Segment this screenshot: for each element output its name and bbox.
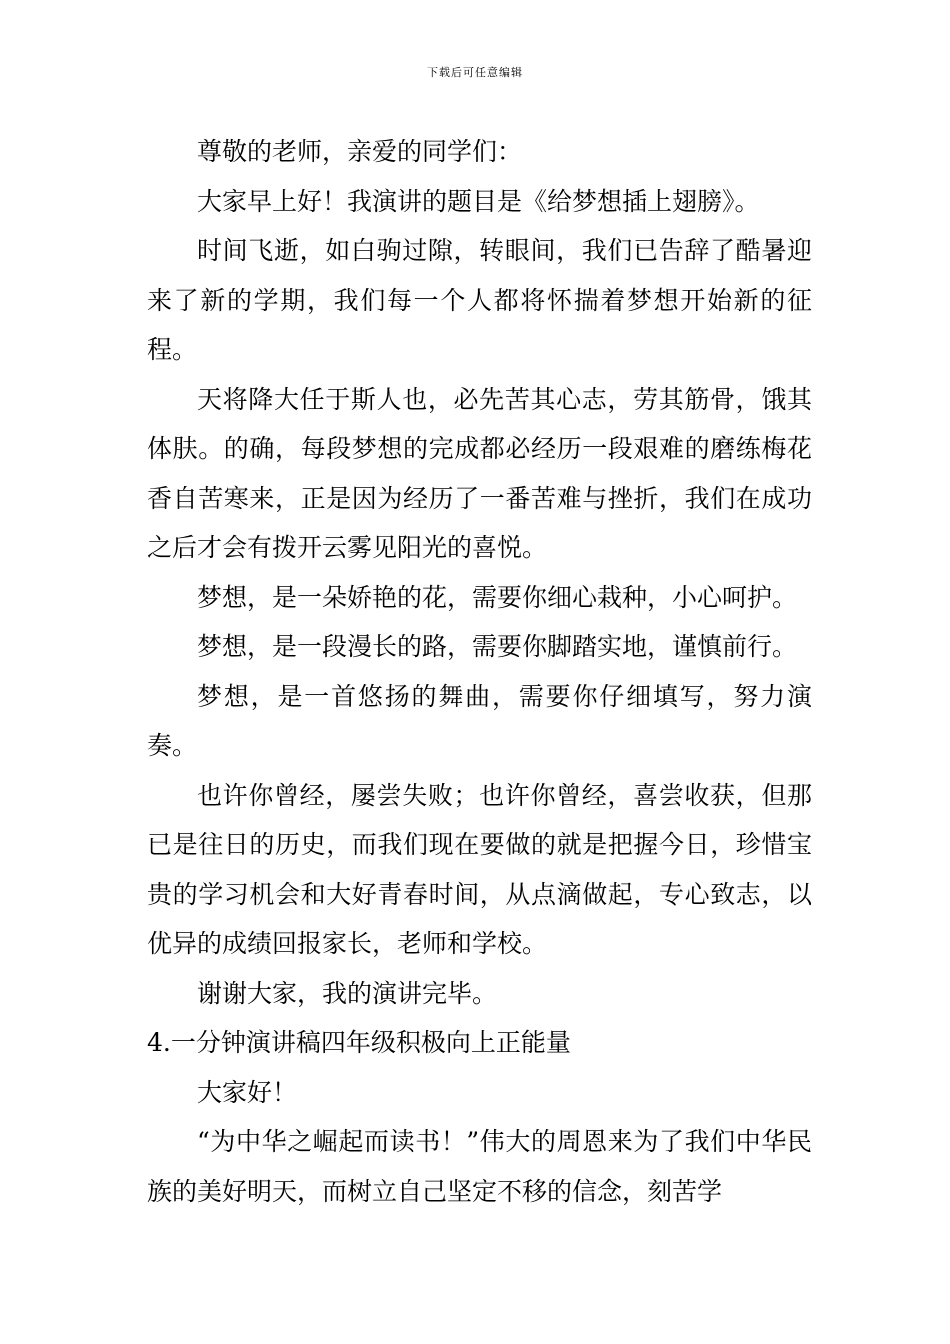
paragraph: 也许你曾经，屡尝失败；也许你曾经，喜尝收获，但那已是往日的历史，而我们现在要做的就是把握今日，珍惜宝贵的学习机会和大好青春时间，从点滴做起，专心致志，以优异的成绩回报家长，老师和学校。 — [147, 780, 812, 958]
section-paragraph: “为中华之崛起而读书！”伟大的周恩来为了我们中华民族的美好明天，而树立自己坚定不移的信念，刻苦学 — [147, 1127, 812, 1206]
paragraph: 天将降大任于斯人也，必先苦其心志，劳其筋骨，饿其体肤。的确，每段梦想的完成都必经历一段艰难的磨练梅花香自苦寒来，正是因为经历了一番苦难与挫折，我们在成功之后才会有拨开云雾见阳光的喜悦。 — [147, 384, 812, 562]
section-greeting: 大家好！ — [197, 1077, 298, 1107]
salutation: 尊敬的老师，亲爱的同学们： — [197, 137, 523, 166]
section-heading: 4.一分钟演讲稿四年级积极向上正能量 — [147, 1028, 571, 1057]
document-body — [147, 127, 812, 1216]
paragraph: 梦想，是一朵娇艳的花，需要你细心栽种，小心呵护。 — [197, 582, 798, 612]
paragraph: 梦想，是一首悠扬的舞曲，需要你仔细填写，努力演奏。 — [147, 681, 812, 760]
paragraph: 大家早上好！我演讲的题目是《给梦想插上翅膀》。 — [197, 186, 760, 216]
paragraph: 时间飞逝，如白驹过隙，转眼间，我们已告辞了酷暑迎来了新的学期，我们每一个人都将怀揣着梦想开始新的征程。 — [147, 236, 812, 364]
paragraph: 梦想，是一段漫长的路，需要你脚踏实地，谨慎前行。 — [197, 632, 798, 661]
closing-paragraph: 谢谢大家，我的演讲完毕。 — [197, 978, 498, 1008]
page-header: 下载后可任意编辑 — [427, 66, 523, 79]
